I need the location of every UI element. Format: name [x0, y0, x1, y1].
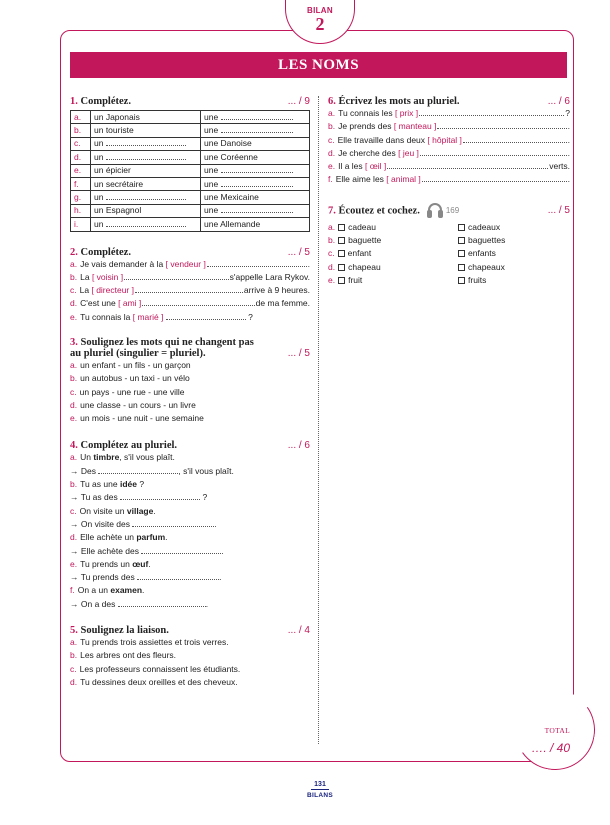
singular-option[interactable]: a. cadeau	[328, 221, 376, 232]
exercise-line: d. Je cherche des [ jeu ] .	[328, 147, 570, 158]
answer-line: → Tu as des ?	[70, 492, 208, 503]
exercise-score: ... / 5	[287, 246, 310, 258]
exercise-line: e. Il a les [ œil ] verts.	[328, 161, 570, 172]
masculine-cell: un Japonais	[91, 111, 201, 124]
checkbox[interactable]	[338, 250, 345, 257]
exercise-number: 5.	[70, 625, 78, 637]
feminine-cell[interactable]: une	[201, 164, 310, 177]
exercise-5-header	[70, 625, 310, 636]
answer-blank[interactable]	[387, 161, 548, 169]
exercise-7	[328, 203, 570, 287]
exercise-line: f. Elle aime les [ animal ] .	[328, 174, 570, 185]
exercise-line: c. Elle travaille dans deux [ hôpital ] .	[328, 134, 570, 145]
exercise-score: ... / 5	[547, 205, 570, 217]
singular-option[interactable]: b. baguette	[328, 235, 382, 246]
answer-blank[interactable]	[120, 492, 200, 500]
feminine-cell: une Danoise	[201, 137, 310, 150]
exercise-6-header	[328, 96, 570, 107]
checkbox[interactable]	[338, 237, 345, 244]
exercise-title: Complétez.	[80, 96, 131, 107]
prompt-line: b. Tu as une idée ?	[70, 479, 145, 490]
list-item[interactable]: d. Tu dessines deux oreilles et des cheveux.	[70, 676, 238, 687]
exercise-line: a. Je vais demander à la [ vendeur ] .	[70, 258, 310, 269]
page-number: 131	[311, 781, 329, 790]
list-item[interactable]: d. une classe - un cours - un livre	[70, 399, 196, 410]
list-item[interactable]: c. Les professeurs connaissent les étudiants.	[70, 663, 241, 674]
answer-blank[interactable]	[221, 112, 293, 120]
masculine-cell[interactable]: un	[91, 218, 201, 231]
exercise-title: Écoutez et cochez.	[338, 205, 420, 217]
masculine-cell: un Espagnol	[91, 204, 201, 217]
prompt-line: d. Elle achète un parfum.	[70, 532, 168, 543]
answer-blank[interactable]	[124, 272, 229, 280]
exercise-2	[70, 247, 310, 324]
singular-option[interactable]: c. enfant	[328, 248, 372, 259]
answer-line: → On visite des .	[70, 518, 217, 529]
answer-blank[interactable]	[106, 152, 186, 160]
feminine-cell[interactable]: une	[201, 124, 310, 137]
feminine-cell[interactable]: une	[201, 111, 310, 124]
row-letter: e.	[71, 164, 91, 177]
exercise-6	[328, 96, 570, 187]
row-letter: i.	[71, 218, 91, 231]
list-item[interactable]: c. un pays - une rue - une ville	[70, 386, 185, 397]
exercise-number: 2.	[70, 246, 78, 258]
exercise-line: b. Je prends des [ manteau ] .	[328, 121, 570, 132]
exercise-line: a. Tu connais les [ prix ] ?	[328, 108, 570, 118]
answer-blank[interactable]	[207, 259, 307, 267]
answer-blank[interactable]	[437, 121, 566, 129]
list-item[interactable]: b. Les arbres ont des fleurs.	[70, 650, 177, 661]
feminine-cell[interactable]: une	[201, 177, 310, 190]
row-letter: a.	[71, 111, 91, 124]
exercise-title: Soulignez les mots qui ne changent pas	[80, 337, 254, 348]
table-row	[71, 164, 310, 177]
exercise-title: Écrivez les mots au pluriel.	[338, 96, 460, 107]
answer-blank[interactable]	[106, 192, 186, 200]
exercise-3	[70, 337, 310, 425]
exercise-7-options	[328, 221, 570, 287]
exercise-score: ... / 6	[287, 440, 310, 452]
table-row	[71, 218, 310, 231]
plural-option[interactable]: cadeaux	[458, 221, 568, 234]
feminine-cell[interactable]: une	[201, 204, 310, 217]
total-label: TOTAL	[544, 726, 570, 735]
answer-blank[interactable]	[137, 572, 219, 580]
exercise-title: Soulignez la liaison.	[80, 625, 169, 637]
answer-blank[interactable]	[166, 312, 246, 320]
answer-line: → On a des .	[70, 598, 209, 609]
prompt-line: f. On a un examen.	[70, 585, 145, 596]
masculine-cell: un secrétaire	[91, 177, 201, 190]
exercise-1-header	[70, 96, 310, 107]
plural-option[interactable]: chapeaux	[458, 261, 568, 274]
singular-option[interactable]: e. fruit	[328, 274, 363, 285]
exercise-7-header	[328, 203, 570, 219]
table-row	[71, 111, 310, 124]
answer-blank[interactable]	[132, 519, 214, 527]
section-label: BILANS	[307, 792, 333, 799]
exercise-2-header	[70, 247, 310, 258]
exercise-line: e. Tu connais la [ marié ] ?	[70, 311, 253, 322]
answer-line: → Elle achète des .	[70, 545, 224, 556]
answer-blank[interactable]	[221, 125, 293, 133]
checkbox[interactable]	[458, 264, 465, 271]
plural-option[interactable]: enfants	[458, 247, 568, 260]
feminine-cell: une Mexicaine	[201, 191, 310, 204]
headphones-icon[interactable]	[426, 203, 444, 219]
answer-blank[interactable]	[420, 148, 567, 156]
checkbox[interactable]	[458, 224, 465, 231]
exercise-title: Complétez au pluriel.	[80, 440, 178, 452]
checkbox[interactable]	[338, 224, 345, 231]
exercise-score: ... / 9	[287, 96, 310, 107]
answer-blank[interactable]	[106, 138, 186, 146]
table-row	[71, 137, 310, 150]
answer-blank[interactable]	[221, 205, 293, 213]
checkbox[interactable]	[458, 277, 465, 284]
answer-blank[interactable]	[422, 174, 567, 182]
answer-blank[interactable]	[221, 165, 293, 173]
checkbox[interactable]	[458, 237, 465, 244]
list-item[interactable]: a. Tu prends trois assiettes et trois verres.	[70, 637, 229, 648]
list-item[interactable]: a. un enfant - un fils - un garçon	[70, 360, 191, 370]
answer-line: → Tu prends des .	[70, 572, 222, 583]
checkbox[interactable]	[338, 277, 345, 284]
exercise-5	[70, 625, 310, 689]
column-divider	[318, 96, 319, 744]
answer-blank[interactable]	[221, 179, 293, 187]
exercise-3-header-line2	[70, 348, 310, 359]
list-item[interactable]: e. un mois - une nuit - une semaine	[70, 413, 204, 424]
table-row	[71, 177, 310, 190]
table-row	[71, 151, 310, 164]
bilan-label: BILAN	[307, 6, 333, 15]
feminine-cell: une Allemande	[201, 218, 310, 231]
answer-blank[interactable]	[463, 135, 567, 143]
exercise-number: 6.	[328, 96, 336, 107]
exercise-1-table	[70, 110, 310, 232]
left-column	[70, 96, 310, 689]
row-letter: h.	[71, 204, 91, 217]
exercise-title-continued: au pluriel (singulier = pluriel).	[70, 348, 206, 359]
total-value: …. / 40	[531, 741, 570, 755]
answer-blank[interactable]	[106, 219, 186, 227]
page-title: LES NOMS	[70, 52, 567, 78]
exercise-line: c. La [ directeur ] arrive à 9 heures.	[70, 285, 310, 296]
feminine-cell: une Coréenne	[201, 151, 310, 164]
answer-blank[interactable]	[135, 285, 243, 293]
exercise-number: 3.	[70, 337, 78, 348]
masculine-cell[interactable]: un	[91, 191, 201, 204]
checkbox[interactable]	[338, 264, 345, 271]
row-letter: d.	[71, 151, 91, 164]
masculine-cell: un épicier	[91, 164, 201, 177]
exercise-4	[70, 440, 310, 611]
masculine-cell: un touriste	[91, 124, 201, 137]
table-row	[71, 191, 310, 204]
exercise-line: b. La [ voisin ] s'appelle Lara Rykov.	[70, 271, 310, 282]
exercise-line: d. C'est une [ ami ] de ma femme.	[70, 298, 310, 309]
exercise-1	[70, 96, 310, 232]
exercise-number: 4.	[70, 440, 78, 452]
exercise-score: ... / 4	[287, 625, 310, 637]
row-letter: f.	[71, 177, 91, 190]
prompt-line: a. Un timbre, s'il vous plaît.	[70, 452, 175, 463]
page-footer	[290, 778, 350, 799]
masculine-cell[interactable]: un	[91, 151, 201, 164]
masculine-cell[interactable]: un	[91, 137, 201, 150]
row-letter: b.	[71, 124, 91, 137]
answer-blank[interactable]	[118, 599, 206, 607]
exercise-score: ... / 5	[287, 348, 310, 359]
total-score	[520, 726, 570, 755]
answer-blank[interactable]	[419, 108, 564, 116]
audio-track-number: 169	[445, 206, 460, 216]
right-column	[328, 96, 570, 287]
prompt-line: c. On visite un village.	[70, 505, 156, 516]
table-row	[71, 124, 310, 137]
exercise-number: 1.	[70, 96, 78, 107]
plural-option[interactable]: baguettes	[458, 234, 568, 247]
exercise-number: 7.	[328, 205, 336, 217]
exercise-4-header	[70, 440, 310, 451]
answer-blank[interactable]	[98, 466, 178, 474]
table-row	[71, 204, 310, 217]
answer-blank[interactable]	[141, 546, 221, 554]
list-item[interactable]: b. un autobus - un taxi - un vélo	[70, 373, 190, 384]
row-letter: c.	[71, 137, 91, 150]
singular-option[interactable]: d. chapeau	[328, 261, 381, 272]
exercise-title: Complétez.	[80, 246, 131, 258]
prompt-line: e. Tu prends un œuf.	[70, 558, 151, 569]
answer-blank[interactable]	[142, 298, 254, 306]
bilan-number: 2	[315, 14, 325, 34]
row-letter: g.	[71, 191, 91, 204]
exercise-3-header	[70, 337, 310, 348]
plural-option[interactable]: fruits	[458, 274, 568, 287]
checkbox[interactable]	[458, 250, 465, 257]
answer-line: → Des , s'il vous plaît.	[70, 465, 234, 476]
exercise-score: ... / 6	[547, 96, 570, 107]
